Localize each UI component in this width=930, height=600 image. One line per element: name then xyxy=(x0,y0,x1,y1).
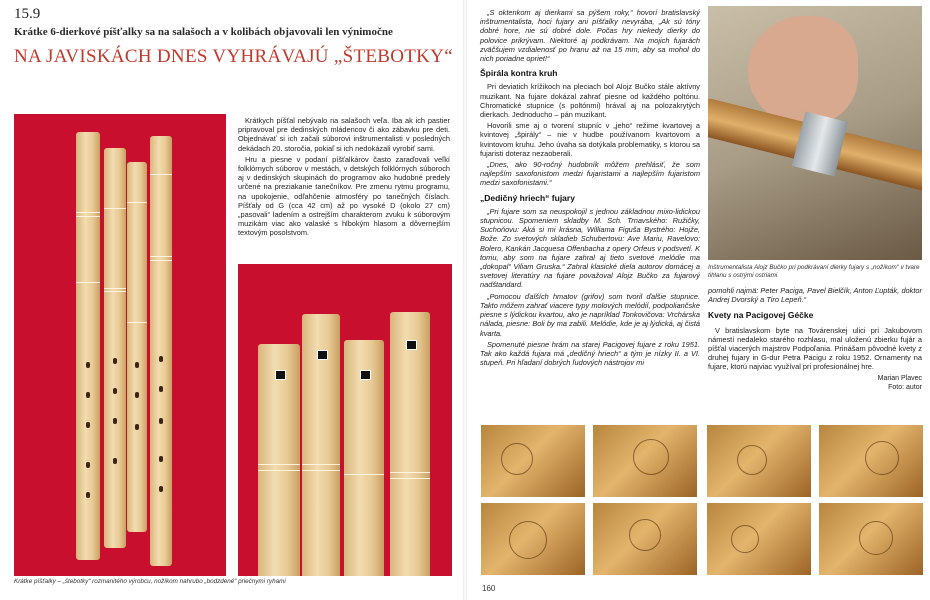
column-4 xyxy=(708,286,922,392)
left-photo-caption: Krátke píšťalky – „štebotky“ rozmanitého výrobcu, nožíkom nahrubo „bodzdené“ priečnymi ryhami xyxy=(14,578,286,585)
flute-1 xyxy=(76,132,100,560)
ornament-photo-4 xyxy=(818,424,924,498)
page-number: 160 xyxy=(482,584,496,593)
ornament-photo-7 xyxy=(706,502,812,576)
carving-photo-caption: Inštrumentalista Alojz Bučko pri podkrávaní dierky fujary s „nožíkom“ v tvare tihlanu s ostrými ostriami xyxy=(708,264,920,279)
carving-photo xyxy=(708,6,922,260)
ornament-photo-3 xyxy=(706,424,812,498)
column-3 xyxy=(480,8,700,369)
flute-closeup-4 xyxy=(390,312,430,576)
intro-text xyxy=(238,116,450,240)
hand-shape xyxy=(748,16,858,126)
col3-paragraph-2: Hovorili sme aj o tvorení stupníc v „jeho“ režime kvartovej a kvintovej „špirály“ – nie v hudbe používanom kvartovom a kvintovom kruhu. Jeho úvaha sa dotýkala problematiky, s ktorou sa fujaristi doteraz nezaoberali. xyxy=(480,121,700,158)
author-name: Marian Plavec xyxy=(877,374,922,382)
article-headline: NA JAVISKÁCH DNES VYHRÁVAJÚ „ŠTEBOTKY“ xyxy=(14,46,453,67)
ornament-photo-2 xyxy=(592,424,698,498)
flute-closeup-3 xyxy=(344,340,384,576)
heading-flowers: Kvety na Pacigovej Géčke xyxy=(708,310,814,321)
flute-4 xyxy=(150,136,172,566)
intro-paragraph-1: Krátkych píšťal nebývalo na salašoch veľa. Iba ak ich pastier pripravoval pre dedinských mládencov či ako zábavku pre deti. Objednávať si ich začali súborovi inštrumentalisti v posledných dekádach 20. storočia, pokiaľ si ich nedokázali vyrobiť sami. xyxy=(238,116,450,153)
article-subtitle: Krátke 6-dierkové píšťalky sa na salašoch a v kolibách objavovali len výnimočne xyxy=(14,26,393,38)
ornament-photo-6 xyxy=(592,502,698,576)
ornament-photo-8 xyxy=(818,502,924,576)
opening-quote: „S oktenkom aj dierkami sa pýšem roky,“ hovorí bratislavský inštrumentalista, hoci fujary ani píšťalky nevyrába, „Ak sú tóny dobré hore, nie sú dobré dole. Počas hry niekedy dierky do polovice prikrývam. Niektoré aj podkrávam. Na mojich fujarách zväčšujem vzdialenosť po hranu až na 15 mm, aby sa mohol do nich poriadne opriet!“ xyxy=(480,8,700,64)
col3-paragraph-1: Pri deviatich krížikoch na pleciach bol Alojz Bučko stále aktívny muzikant. Na fujare dokázal zahrať piesne od každého poltónu. Chromatické stupnice (s poltónmi) hrával aj na polozakrytých dierkach. Jednoducho – pán muzikant. xyxy=(480,82,700,120)
col4-paragraph-2: V bratislavskom byte na Továrenskej ulici pri Jakubovom námestí nedaleko starého rozhlasu, mal uloženú zbierku fujár a píšťal viacerých majstrov Podpoľania. Prinášam pôvodné kvety z druhej fujary in G-dur Petra Pacigu z roku 1952. Ornamenty na fujare, ktorú najviac využíval pri profesionálnej hre. xyxy=(708,325,922,372)
ornament-photo-5 xyxy=(480,502,586,576)
flute-2 xyxy=(104,148,126,548)
section-number: 15.9 xyxy=(14,6,41,22)
photo-credit: Foto: autor xyxy=(888,383,922,391)
flute-closeup-1 xyxy=(258,344,300,576)
col3-paragraph-3: „Pri fujare som sa neuspokojil s jednou základnou mixo-lidickou stupnicou. Spomeniem skladby M. Sch. Trnavského: Ružičky, Suchoňovu: Aká si mi krásna, Williama Figuša Bystrého: Hojže, Bože. Zo svetových skladieb Schubertovu: Ave Mariu, Ravelovo: Bolero, Kankán Jacquesa Offenbacha z opery Orfeus v podsvetí. K tomu, aby som na fujare zahral aj tieto svetové melódie ma „dokopal“ Viliam Gruska.“ Zahral klasické diela autorov domácej a svetovej literatúry na fujare považoval Alojz Bučko za fujarový nadštandard. xyxy=(480,206,700,290)
flutes-photo-tall xyxy=(14,114,226,576)
heading-hereditary-sin: „Dedičný hriech“ fujary xyxy=(480,192,575,203)
col3-quote-2: „Dnes, ako 90-ročný hudobník môžem prehlásiť, že som najlepším saxofonistom medzi fujaristami a najlepším fujaristom medzi saxofonistami.“ xyxy=(480,160,700,188)
col3-paragraph-5: Spomenuté piesne hrám na starej Pacigovej fujare z roku 1951. Tak ako každá fujara má „dedičný hriech“ a tým je nízky II. a VI. stupeň. Pri hľadaní dobrých ľudových nástrojov mi xyxy=(480,339,700,368)
flute-closeup-2 xyxy=(302,314,340,576)
heading-spiral: Špirála kontra kruh xyxy=(480,68,558,79)
flutes-photo-closeup xyxy=(238,264,452,576)
ornament-photo-1 xyxy=(480,424,586,498)
page-gutter xyxy=(463,0,467,600)
intro-paragraph-2: Hru a piesne v podaní píšťalkárov často zaraďovali veľkí folklórnych súborov v mestách, v detských folklórnych súboroch aj v dedinských skupinách do programov ako hudobné predely určené na preziakanie tanečníkov. Pre zmenu rytmu programu, na upokojenie, odľahčenie atmosféry po tanečných číslach. Píšťaly od G (cca 42 cm) až po vysoké D (okolo 27 cm) „pasovali“ ladením a ostrejším charakterom zvuku k súborovým muzikám viac ako valaské s hlbokým hlasom a dôvernejším textovým posolstvom. xyxy=(238,154,450,238)
flute-3 xyxy=(127,162,147,532)
col4-paragraph-1: pomohli najmä: Peter Paciga, Pavel Bielčík, Anton Ľupták, doktor Andrej Dvorský a Tiro Lepeň.“ xyxy=(708,286,922,305)
col3-paragraph-4: „Pomocou ďalších hmatov (grifov) som tvoril ďalšie stupnice. Takto môžem zahrať viacere typy molových melódií, podpoliančske piesne s lýdickou kvartou, ako je napríklad Tonkovičova: Vrchárska nálada, piesne: Boli by ma zabili. Melódie, kde je aj lýdická, aj čistá kvarta. xyxy=(480,291,700,338)
